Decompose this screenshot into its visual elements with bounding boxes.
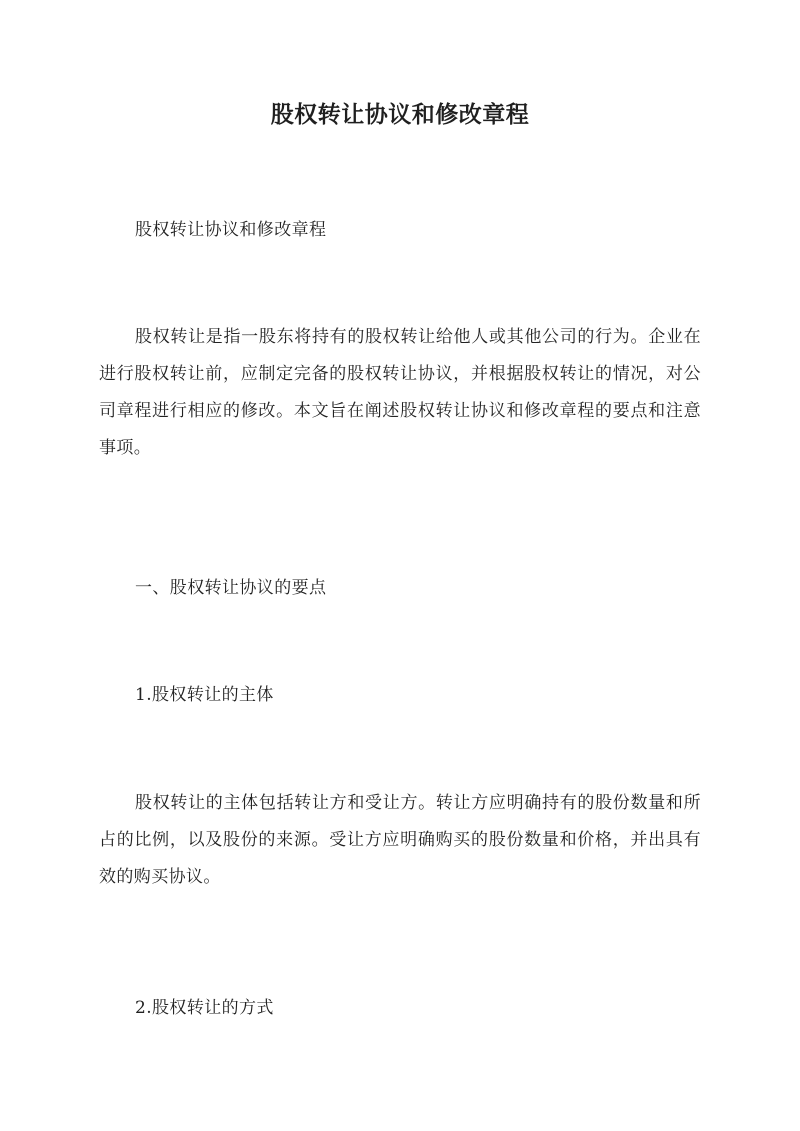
section-heading-1: 一、股权转让协议的要点: [135, 578, 327, 598]
item-heading-1: 1.股权转让的主体: [135, 685, 274, 705]
document-subtitle: 股权转让协议和修改章程: [135, 220, 327, 240]
document-title: 股权转让协议和修改章程: [270, 101, 530, 128]
item-1-paragraph: 股权转让的主体包括转让方和受让方。转让方应明确持有的股份数量和所占的比例，以及股份的来源。受让方应明确购买的股份数量和价格，并出具有效的购买协议。: [99, 793, 701, 887]
intro-paragraph: 股权转让是指一股东将持有的股权转让给他人或其他公司的行为。企业在进行股权转让前，应制定完备的股权转让协议，并根据股权转让的情况，对公司章程进行相应的修改。本文旨在阐述股权转让协议和修改章程的要点和注意事项。: [99, 327, 701, 458]
item-heading-2: 2.股权转让的方式: [135, 998, 274, 1018]
